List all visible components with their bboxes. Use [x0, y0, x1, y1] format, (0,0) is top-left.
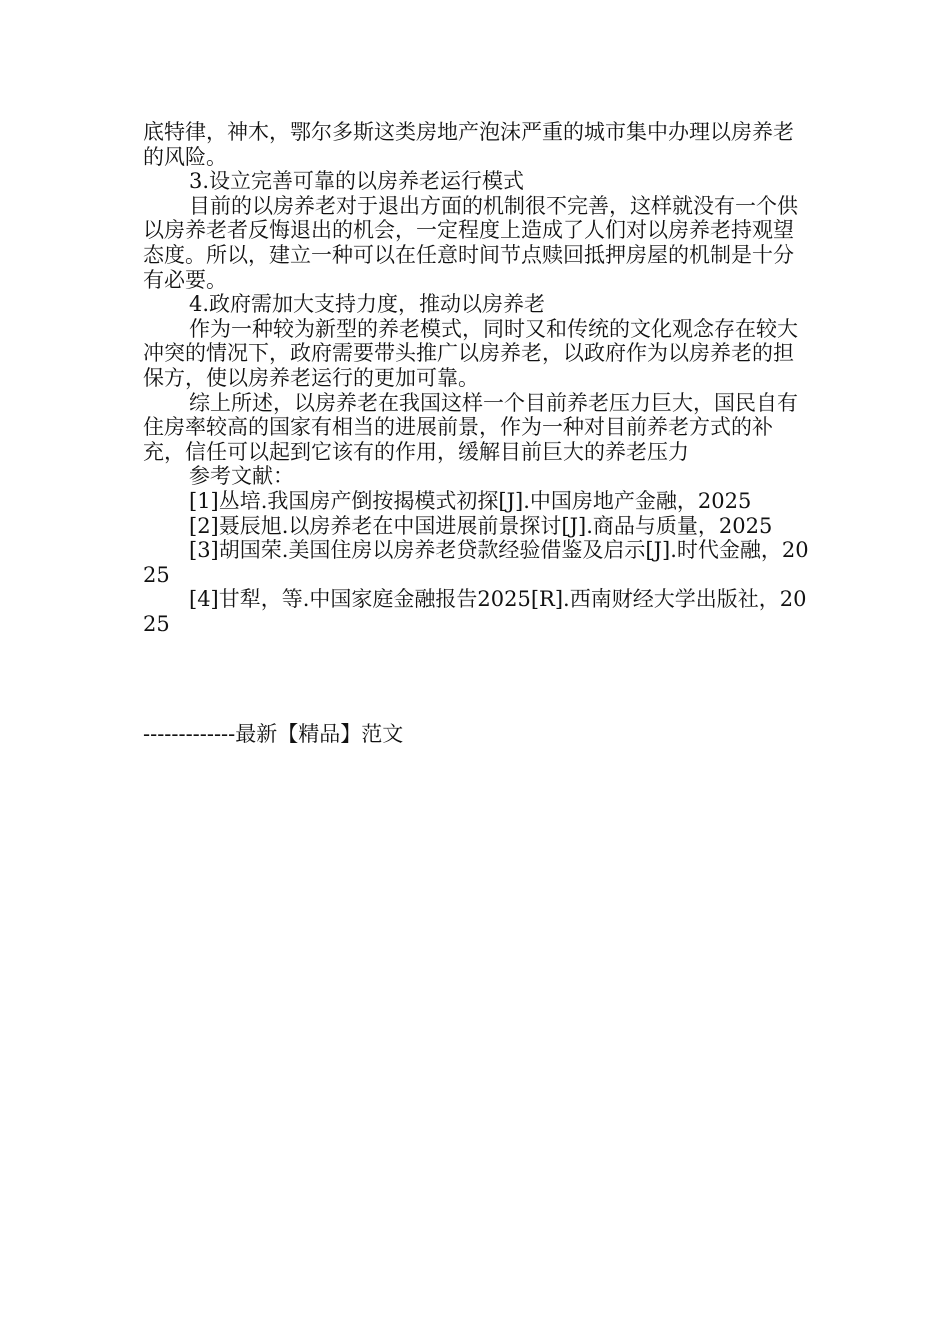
- reference-item-1: [1]丛培.我国房产倒按揭模式初探[J].中国房地产金融，2025: [189, 488, 752, 513]
- reference-item-3: [3]胡国荣.美国住房以房养老贷款经验借鉴及启示[J].时代金融，2025: [143, 538, 809, 587]
- reference-item-4: [4]甘犁，等.中国家庭金融报告2025[R].西南财经大学出版社，2025: [143, 587, 807, 636]
- document-body: [143, 120, 813, 636]
- reference-item-2: [2]聂辰旭.以房养老在中国进展前景探讨[J].商品与质量，2025: [189, 513, 773, 538]
- section-heading-4: 4.政府需加大支持力度，推动以房养老: [189, 292, 546, 317]
- section-heading-3: 3.设立完善可靠的以房养老运行模式: [189, 169, 525, 194]
- references-heading: 参考文献：: [189, 464, 294, 489]
- document-footer: -------------最新【精品】范文: [143, 722, 404, 746]
- paragraph-government-support: 作为一种较为新型的养老模式，同时又和传统的文化观念存在较大冲突的情况下，政府需要带头推广以房养老，以政府作为以房养老的担保方，使以房养老运行的更加可靠。: [143, 316, 798, 390]
- paragraph-conclusion: 综上所述，以房养老在我国这样一个目前养老压力巨大，国民自有住房率较高的国家有相当的进展前景，作为一种对目前养老方式的补充，信任可以起到它该有的作用，缓解目前巨大的养老压力: [143, 390, 798, 464]
- paragraph-exit-mechanism: 目前的以房养老对于退出方面的机制很不完善，这样就没有一个供以房养老者反悔退出的机会，一定程度上造成了人们对以房养老持观望态度。所以，建立一种可以在任意时间节点赎回抵押房屋的机制是十分有必要。: [143, 193, 798, 292]
- paragraph-continuation: 底特律，神木，鄂尔多斯这类房地产泡沫严重的城市集中办理以房养老的风险。: [143, 120, 794, 169]
